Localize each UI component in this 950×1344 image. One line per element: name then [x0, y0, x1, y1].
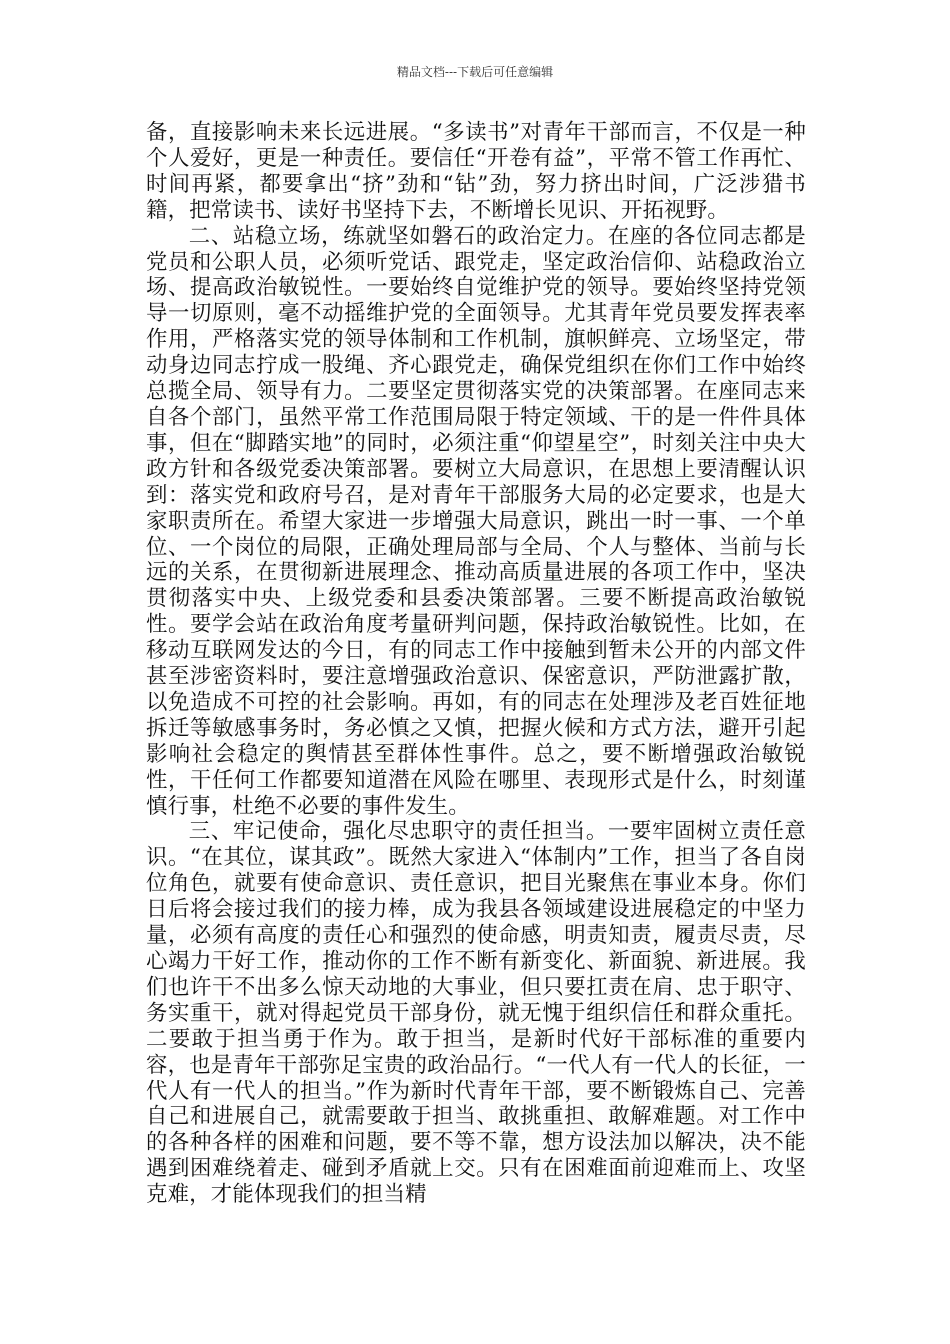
paragraph-section-two: 二、站稳立场，练就坚如磐石的政治定力。在座的各位同志都是党员和公职人员，必须听党话、跟党走，坚定政治信仰、站稳政治立场、提高政治敏锐性。一要始终自觉维护党的领导。要始终坚持党领导一切原则，毫不动摇维护党的全面领导。尤其青年党员要发挥表率作用，严格落实党的领导体制和工作机制，旗帜鲜亮、立场坚定，带动身边同志拧成一股绳、齐心跟党走，确保党组织在你们工作中始终总揽全局、领导有力。二要坚定贯彻落实党的决策部署。在座同志来自各个部门，虽然平常工作范围局限于特定领域、干的是一件件具体事，但在“脚踏实地”的同时，必须注重“仰望星空”，时刻关注中央大政方针和各级党委决策部署。要树立大局意识，在思想上要清醒认识到：落实党和政府号召，是对青年干部服务大局的必定要求，也是大家职责所在。希望大家进一步增强大局意识，跳出一时一事、一个单位、一个岗位的局限，正确处理局部与全局、个人与整体、当前与长远的关系，在贯彻新进展理念、推动高质量进展的各项工作中，坚决贯彻落实中央、上级党委和县委决策部署。三要不断提高政治敏锐性。要学会站在政治角度考量研判问题，保持政治敏锐性。比如，在移动互联网发达的今日，有的同志工作中接触到暂未公开的内部文件甚至涉密资料时，要注意增强政治意识、保密意识，严防泄露扩散，以免造成不可控的社会影响。再如，有的同志在处理涉及老百姓征地拆迁等敏感事务时，务必慎之又慎，把握火候和方式方法，避开引起影响社会稳定的舆情甚至群体性事件。总之，要不断增强政治敏锐性，干任何工作都要知道潜在风险在哪里、表现形式是什么，时刻谨慎行事，杜绝不必要的事件发生。	[146, 223, 806, 819]
body-text	[146, 120, 806, 1208]
paragraph-continued: 备，直接影响未来长远进展。“多读书”对青年干部而言，不仅是一种个人爱好，更是一种责任。要信任“开卷有益”，平常不管工作再忙、时间再紧，都要拿出“挤”劲和“钻”劲，努力挤出时间，广泛涉猎书籍，把常读书、读好书坚持下去，不断增长见识、开拓视野。	[146, 120, 806, 223]
paragraph-section-three: 三、牢记使命，强化尽忠职守的责任担当。一要牢固树立责任意识。“在其位，谋其政”。既然大家进入“体制内”工作，担当了各自岗位角色，就要有使命意识、责任意识，把目光聚焦在事业本身。你们日后将会接过我们的接力棒，成为我县各领域建设进展稳定的中坚力量，必须有高度的责任心和强烈的使命感，明责知责，履责尽责，尽心竭力干好工作，推动你的工作不断有新变化、新面貌、新进展。我们也许干不出多么惊天动地的大事业，但只要扛责在肩、忠于职守、务实重干，就对得起党员干部身份，就无愧于组织信任和群众重托。二要敢于担当勇于作为。敢于担当，是新时代好干部标准的重要内容，也是青年干部弥足宝贵的政治品行。“一代人有一代人的长征，一代人有一代人的担当。”作为新时代青年干部，要不断锻炼自己、完善自己和进展自己，就需要敢于担当、敢挑重担、敢解难题。对工作中的各种各样的困难和问题，要不等不靠，想方设法加以解决，决不能遇到困难绕着走、碰到矛盾就上交。只有在困难面前迎难而上、攻坚克难，才能体现我们的担当精	[146, 819, 806, 1208]
page-header: 精品文档---下载后可任意编辑	[396, 65, 554, 79]
